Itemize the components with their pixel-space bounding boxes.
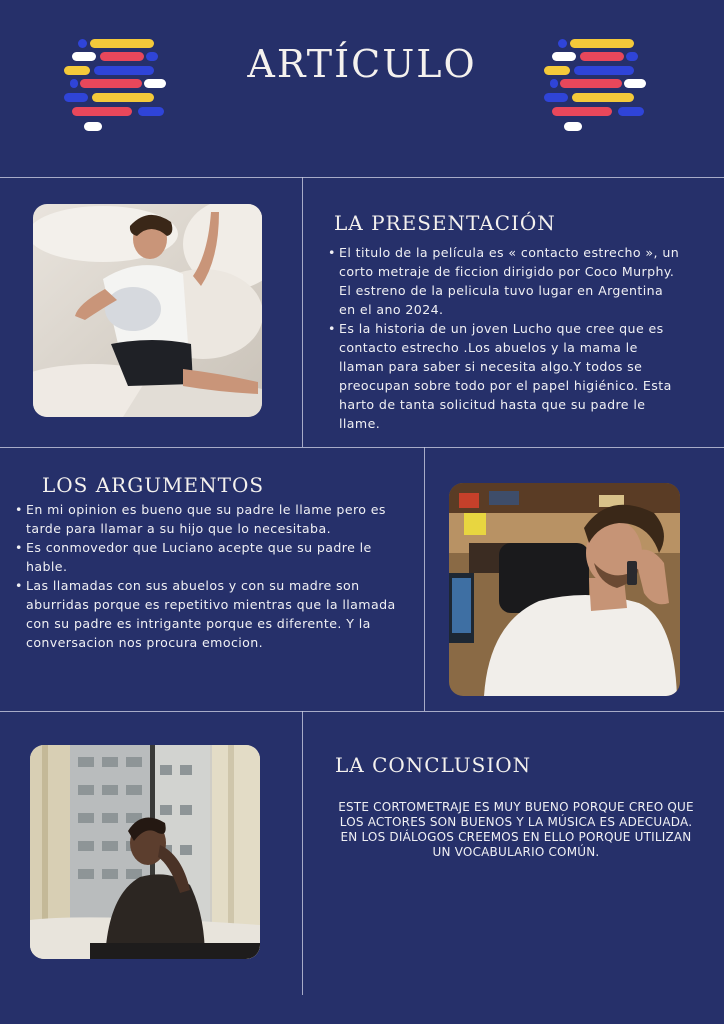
divider-top xyxy=(0,177,724,178)
list-item: • El titulo de la película es « contacto estrecho », un corto metraje de ficcion dirigido por Coco Murphy. El estreno de la pelicula tuvo lugar en Argentina en el ano 2024. xyxy=(339,243,684,319)
presentation-list xyxy=(325,243,684,433)
conclusion-text: ESTE CORTOMETRAJE ES MUY BUENO PORQUE CREO QUE LOS ACTORES SON BUENOS Y LA MÚSICA ES ADECUADA. EN LOS DIÁLOGOS CREEMOS EN ELLO PORQUE UTILIZAN UN VOCABULARIO COMÚN. xyxy=(338,800,694,859)
decorative-stripes-right xyxy=(544,38,648,134)
list-item: • Las llamadas con sus abuelos y con su madre son aburridas porque es repetitivo mientras que la llamada con su padre es intrigante porque es diferente. Y la conversacion nos procura emocion. xyxy=(26,576,401,652)
presentation-heading: LA PRESENTACIÓN xyxy=(334,211,556,235)
conclusion-heading: LA CONCLUSION xyxy=(335,753,532,777)
divider-lower xyxy=(0,711,724,712)
list-item: • Es conmovedor que Luciano acepte que su padre le hable. xyxy=(26,538,401,576)
divider-vertical-3 xyxy=(302,711,303,995)
page-title: ARTÍCULO xyxy=(247,42,477,86)
divider-vertical-1 xyxy=(302,177,303,447)
photo-man-by-window xyxy=(30,745,260,959)
divider-vertical-2 xyxy=(424,447,425,711)
divider-middle xyxy=(0,447,724,448)
list-item: • Es la historia de un joven Lucho que cree que es contacto estrecho .Los abuelos y la mama le llaman para saber si necesita algo.Y todos se preocupan sobre todo por el papel higiénico. Esta harto de tanta solicitud hasta que su padre le llame. xyxy=(339,319,684,433)
photo-man-in-bed xyxy=(33,204,262,417)
photo-man-on-phone xyxy=(449,483,680,696)
arguments-heading: LOS ARGUMENTOS xyxy=(42,473,265,497)
list-item: • En mi opinion es bueno que su padre le llame pero es tarde para llamar a su hijo que lo necesitaba. xyxy=(26,500,401,538)
arguments-list xyxy=(12,500,401,652)
